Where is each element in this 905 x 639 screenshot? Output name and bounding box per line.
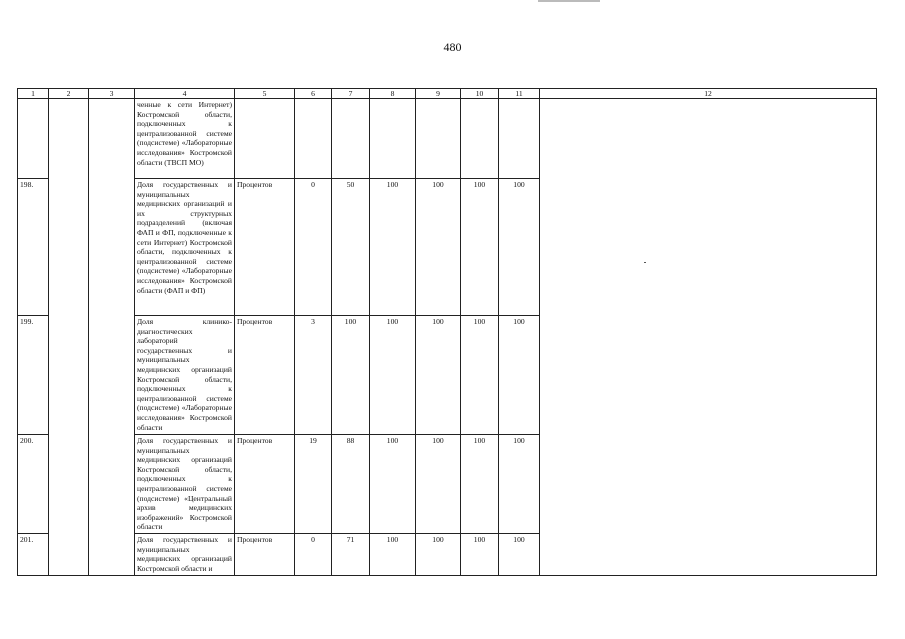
value-cell: 100 bbox=[370, 534, 416, 576]
value-cell: 100 bbox=[416, 179, 461, 316]
indicator-name-cell: Доля государственных и муниципальных медицинских организаций и их структурных подразделений (включая ФАП и ФП, подключенные к сети Интернет) Костромской области, подключенных к централизованной системе (подсистеме) «Лабораторные исследования» Костромской области (ФАП и ФП) bbox=[135, 179, 235, 316]
column-header: 6 bbox=[295, 89, 332, 99]
unit-cell: Процентов bbox=[235, 534, 295, 576]
value-cell: 19 bbox=[295, 435, 332, 534]
value-cell bbox=[295, 99, 332, 179]
value-cell: 88 bbox=[332, 435, 370, 534]
unit-cell: Процентов bbox=[235, 179, 295, 316]
value-cell: 100 bbox=[370, 435, 416, 534]
value-cell: 100 bbox=[461, 179, 499, 316]
value-cell: 100 bbox=[499, 316, 540, 435]
value-cell: 100 bbox=[332, 316, 370, 435]
column-3-cell bbox=[89, 99, 135, 576]
value-cell bbox=[332, 99, 370, 179]
column-header: 3 bbox=[89, 89, 135, 99]
value-cell bbox=[499, 99, 540, 179]
header-row bbox=[18, 89, 877, 99]
value-cell: 100 bbox=[461, 435, 499, 534]
column-header: 10 bbox=[461, 89, 499, 99]
column-header: 8 bbox=[370, 89, 416, 99]
column-header: 4 bbox=[135, 89, 235, 99]
value-cell: 100 bbox=[416, 534, 461, 576]
indicator-name-cell: Доля клинико-диагностических лабораторий государственных и муниципальных медицинских организаций Костромской области, подключенных к централизованной системе (подсистеме) «Лабораторные исследования» Костромской области bbox=[135, 316, 235, 435]
unit-cell: Процентов bbox=[235, 316, 295, 435]
row-number-cell bbox=[18, 99, 49, 179]
value-cell: 3 bbox=[295, 316, 332, 435]
column-header: 12 bbox=[540, 89, 877, 99]
column-header: 9 bbox=[416, 89, 461, 99]
column-header: 11 bbox=[499, 89, 540, 99]
value-cell: 100 bbox=[499, 179, 540, 316]
value-cell bbox=[461, 99, 499, 179]
column-header: 7 bbox=[332, 89, 370, 99]
value-cell: 100 bbox=[370, 179, 416, 316]
row-number-cell: 200. bbox=[18, 435, 49, 534]
value-cell: 100 bbox=[499, 435, 540, 534]
column-12-cell bbox=[540, 99, 877, 576]
column-header: 5 bbox=[235, 89, 295, 99]
page-number: 480 bbox=[443, 40, 462, 54]
value-cell: 100 bbox=[416, 435, 461, 534]
column-2-cell bbox=[49, 99, 89, 576]
value-cell: 100 bbox=[499, 534, 540, 576]
column-header: 1 bbox=[18, 89, 49, 99]
value-cell: 100 bbox=[370, 316, 416, 435]
indicator-name-cell: ченные к сети Интернет) Костромской области, подключенных к централизованной системе (подсистеме) «Лабораторные исследования» Костромской области (ТВСП МО) bbox=[135, 99, 235, 179]
scan-artifact bbox=[538, 0, 600, 2]
value-cell: 100 bbox=[416, 316, 461, 435]
row-number-cell: 201. bbox=[18, 534, 49, 576]
value-cell bbox=[370, 99, 416, 179]
unit-cell bbox=[235, 99, 295, 179]
unit-cell: Процентов bbox=[235, 435, 295, 534]
scan-speck bbox=[644, 262, 646, 263]
value-cell: 100 bbox=[461, 534, 499, 576]
indicator-name-cell: Доля государственных и муниципальных медицинских организаций Костромской области и bbox=[135, 534, 235, 576]
row-number-cell: 198. bbox=[18, 179, 49, 316]
row-number-cell: 199. bbox=[18, 316, 49, 435]
value-cell: 100 bbox=[461, 316, 499, 435]
value-cell: 71 bbox=[332, 534, 370, 576]
column-header: 2 bbox=[49, 89, 89, 99]
indicator-name-cell: Доля государственных и муниципальных медицинских организаций Костромской области, подключенных к централизованной системе (подсистеме) «Центральный архив медицинских изображений» Костромской области bbox=[135, 435, 235, 534]
indicator-table bbox=[17, 88, 877, 576]
value-cell bbox=[416, 99, 461, 179]
value-cell: 0 bbox=[295, 534, 332, 576]
value-cell: 0 bbox=[295, 179, 332, 316]
table-row-continuation bbox=[18, 99, 877, 179]
value-cell: 50 bbox=[332, 179, 370, 316]
